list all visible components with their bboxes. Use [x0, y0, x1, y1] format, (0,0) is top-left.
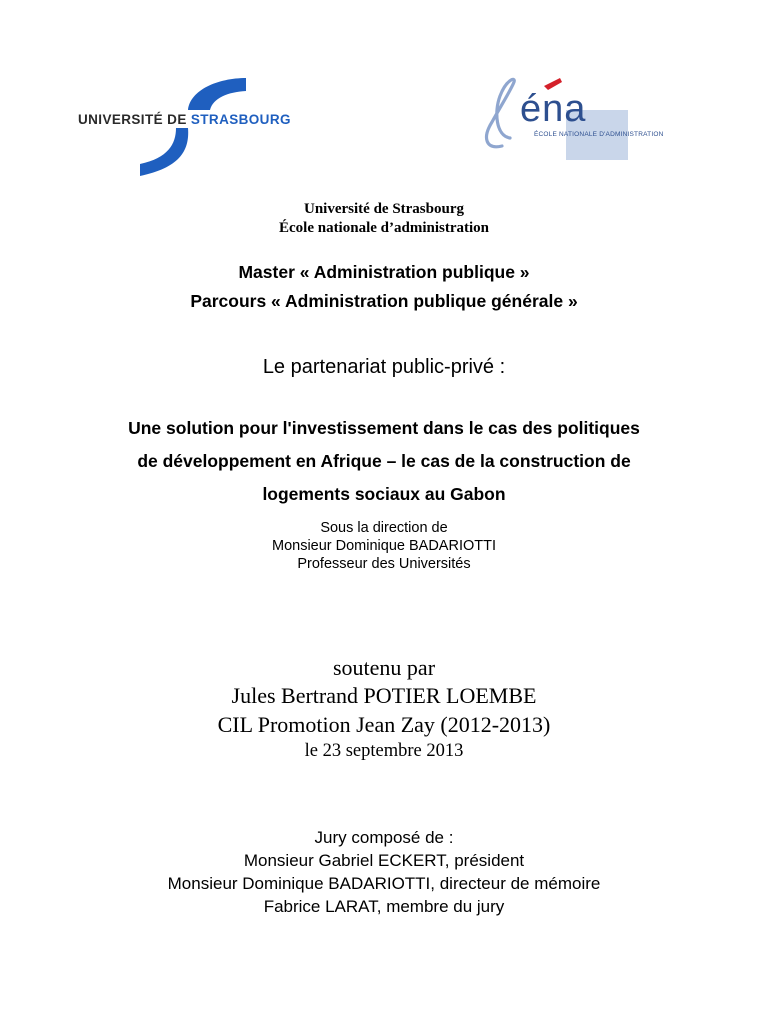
unistra-wordmark [78, 112, 291, 127]
thesis-title-text: Le partenariat public-privé : [262, 356, 506, 378]
unistra-wordmark-part2: STRASBOURG [190, 112, 291, 127]
soutenu-par: soutenu par [332, 655, 436, 680]
direction-block [0, 519, 768, 573]
master-line: Master « Administration publique » [238, 262, 530, 282]
parcours-line: Parcours « Administration publique générale » [190, 291, 578, 311]
author-name: Jules Bertrand POTIER LOEMBE [231, 683, 537, 708]
subtitle-line: de développement en Afrique – le cas de la construction de [137, 451, 631, 471]
programme-block [0, 258, 768, 316]
institution-line: École nationale d’administration [278, 220, 489, 236]
institution-line: Université de Strasbourg [304, 201, 464, 217]
ena-subtitle: ÉCOLE NATIONALE D'ADMINISTRATION [534, 131, 664, 138]
jury-member: Monsieur Dominique BADARIOTTI, directeur de mémoire [167, 874, 601, 893]
defense-date: le 23 septembre 2013 [304, 741, 464, 761]
ena-wordmark: éna [520, 88, 587, 130]
thesis-title [0, 353, 768, 381]
author-block [0, 654, 768, 762]
subtitle-line: Une solution pour l'investissement dans le cas des politiques [128, 418, 640, 438]
jury-member: Monsieur Gabriel ECKERT, président [243, 851, 525, 870]
director-name: Monsieur Dominique BADARIOTTI [271, 538, 496, 554]
jury-member: Fabrice LARAT, membre du jury [263, 897, 505, 916]
subtitle-line: logements sociaux au Gabon [262, 484, 506, 504]
author-promotion: CIL Promotion Jean Zay (2012-2013) [217, 712, 551, 737]
unistra-swoosh-graphic [78, 72, 318, 182]
jury-heading: Jury composé de : [314, 828, 454, 847]
thesis-subtitle [40, 412, 728, 511]
unistra-logo [78, 72, 318, 182]
direction-intro: Sous la direction de [320, 520, 448, 536]
institutions-block [0, 200, 768, 238]
unistra-wordmark-part1: UNIVERSITÉ DE [78, 112, 191, 127]
jury-block [0, 826, 768, 918]
director-title: Professeur des Universités [297, 556, 471, 572]
ena-logo [476, 76, 666, 162]
